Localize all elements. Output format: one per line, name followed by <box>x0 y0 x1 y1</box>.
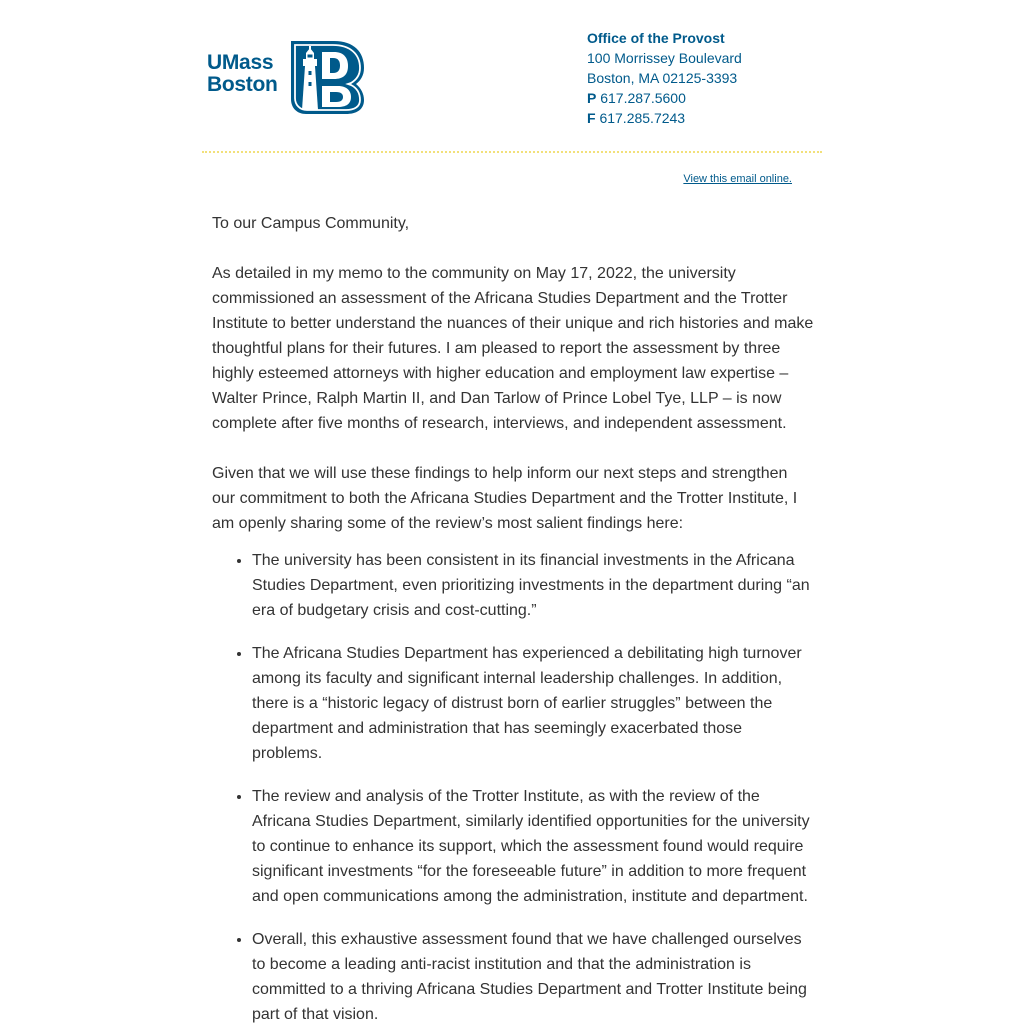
greeting: To our Campus Community, <box>212 215 410 232</box>
office-address-block <box>587 28 742 128</box>
logo-line-2: Boston <box>207 73 278 96</box>
office-phone-row <box>587 88 742 108</box>
office-name: Office of the Provost <box>587 30 725 46</box>
phone-number: 617.287.5600 <box>600 90 686 106</box>
email-body <box>212 211 814 1024</box>
logo-wordmark <box>207 52 278 96</box>
logo-line-1: UMass <box>207 51 274 74</box>
office-street: 100 Morrissey Boulevard <box>587 50 742 66</box>
header-divider <box>202 151 822 153</box>
finding-item: • The university has been consistent in its financial investments in the Africana Studies Department, even prioritizing investments in the department during “an era of budgetary crisis and cost-cutting.” <box>252 548 814 623</box>
view-email-online-link[interactable]: View this email online. <box>683 173 792 185</box>
fax-label: F <box>587 110 596 126</box>
office-fax-row <box>587 108 742 128</box>
lighthouse-b-logo-icon <box>288 38 366 116</box>
finding-item: • The review and analysis of the Trotter Institute, as with the review of the Africana Studies Department, similarly identified opportunities for the university to continue to enhance its support, which the assessment found would require significant investments “for the foreseeable future” in addition to more frequent and open communications among the administration, institute and department. <box>252 784 814 909</box>
office-city: Boston, MA 02125-3393 <box>587 70 738 86</box>
phone-label: P <box>587 90 597 106</box>
finding-item: • Overall, this exhaustive assessment found that we have challenged ourselves to become a leading anti-racist institution and that the administration is committed to a thriving Africana Studies Department and Trotter Institute being part of that vision. <box>252 927 814 1024</box>
body-paragraph-2: Given that we will use these findings to help inform our next steps and strengthen our commitment to both the Africana Studies Department and the Trotter Institute, I am openly sharing some of the review’s most salient findings here: <box>212 465 798 532</box>
email-header <box>202 0 822 154</box>
umass-boston-logo <box>207 38 367 116</box>
body-paragraph-1: As detailed in my memo to the community on May 17, 2022, the university commissioned an assessment of the Africana Studies Department and the Trotter Institute to better understand the nuances of their unique and rich histories and make thoughtful plans for their futures. I am pleased to report the assessment by three highly esteemed attorneys with higher education and employment law expertise – Walter Prince, Ralph Martin II, and Dan Tarlow of Prince Lobel Tye, LLP – is now complete after five months of research, interviews, and independent assessment. <box>212 265 814 432</box>
finding-item: • The Africana Studies Department has experienced a debilitating high turnover among its faculty and significant internal leadership challenges. In addition, there is a “historic legacy of distrust born of earlier struggles” between the department and administration that has seemingly exacerbated those problems. <box>252 641 814 766</box>
fax-number: 617.285.7243 <box>599 110 686 126</box>
findings-list <box>212 548 814 1024</box>
